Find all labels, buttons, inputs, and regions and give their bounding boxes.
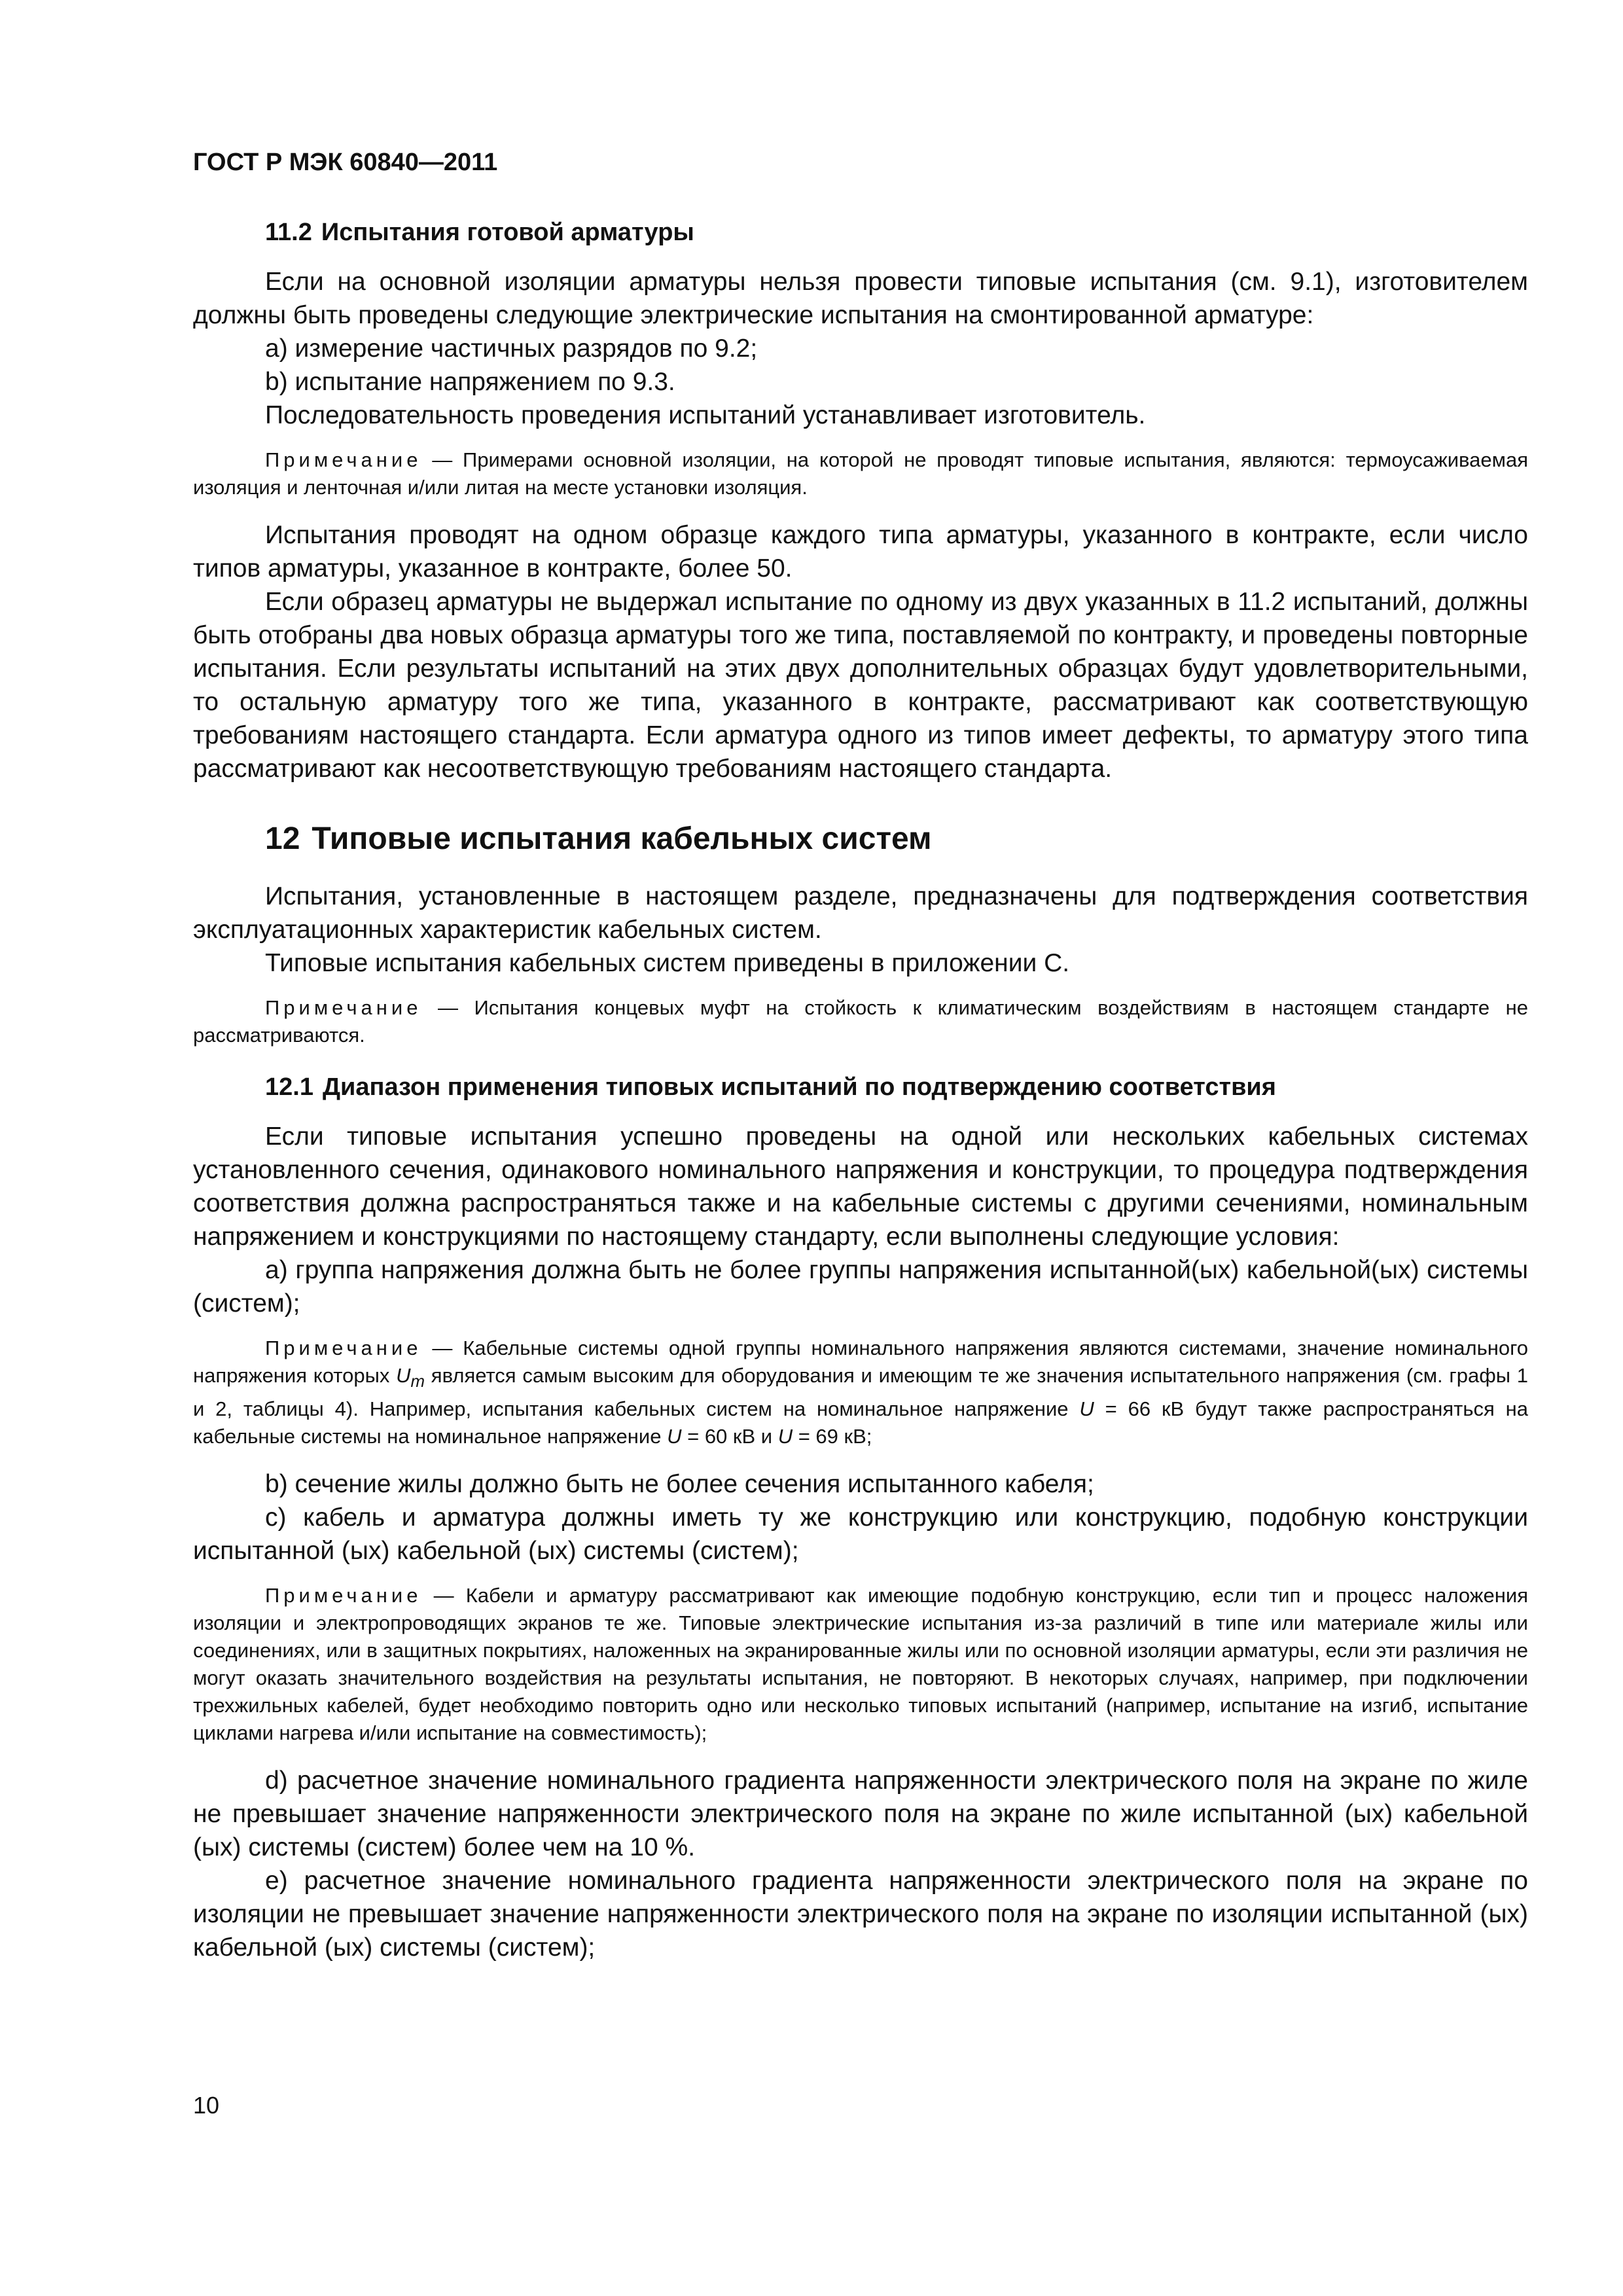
subsection-heading-12-1 <box>193 1071 1528 1103</box>
paragraph-11-2-intro: Если на основной изоляции арматуры нельзя провести типовые испытания (см. 9.1), изготовителем должны быть проведены следующие электрические испытания на смонтированной арматуре: <box>193 268 1528 329</box>
symbol-u: U <box>667 1425 682 1448</box>
list-item-b: b) сечение жилы должно быть не более сечения испытанного кабеля; <box>265 1470 1094 1499</box>
symbol-subscript-m: m <box>410 1372 425 1391</box>
list-item-a: a) измерение частичных разрядов по 9.2; <box>265 334 758 363</box>
paragraph-12-annex: Типовые испытания кабельных систем приведены в приложении С. <box>265 949 1070 977</box>
note-label: Примечание <box>265 1336 422 1359</box>
subsection-heading-11-2 <box>193 217 1528 248</box>
list-item-a: a) группа напряжения должна быть не более группы напряжения испытанной(ых) кабельной(ых) системы (систем); <box>193 1256 1528 1318</box>
paragraph-11-2-samples: Испытания проводят на одном образце каждого типа арматуры, указанного в контракте, если число типов арматуры, указанное в контракте, более 50. <box>193 521 1528 583</box>
list-item-b: b) испытание напряжением по 9.3. <box>265 368 675 396</box>
subsection-title: Диапазон применения типовых испытаний по подтверждению соответствия <box>322 1073 1276 1101</box>
section-title: Типовые испытания кабельных систем <box>312 821 932 856</box>
document-id-header: ГОСТ Р МЭК 60840—2011 <box>193 149 498 176</box>
note-label: Примечание <box>265 448 422 471</box>
list-item-c: c) кабель и арматура должны иметь ту же конструкцию или конструкцию, подобную конструкции испытанной (ых) кабельной (ых) системы (систем); <box>193 1503 1528 1566</box>
page-number: 10 <box>193 2092 220 2119</box>
paragraph-sequence: Последовательность проведения испытаний устанавливает изготовитель. <box>265 401 1146 429</box>
paragraph-11-2-retest: Если образец арматуры не выдержал испытание по одному из двух указанных в 11.2 испытаний, должны быть отобраны два новых образца арматуры того же типа, поставляемой по контракту, и проведены повторные испытания. Если результаты испытаний на этих двух дополнительных образцах будут удовлетворительными, то остальную арматуру того же типа, указанного в контракте, рассматривают как соответствующую требованиям настоящего стандарта. Если арматура одного из типов имеет дефекты, то арматуру этого типа рассматривают как несоответствующую требованиям настоящего стандарта. <box>193 588 1528 783</box>
note-text-part: = 60 кВ и <box>681 1425 778 1448</box>
paragraph-12-purpose: Испытания, установленные в настоящем разделе, предназначены для подтверждения соответствия эксплуатационных характеристик кабельных систем. <box>193 882 1528 944</box>
subsection-number: 11.2 <box>265 219 312 246</box>
note-12 <box>193 994 1528 1049</box>
note-text-part: — Кабельные системы одной группы номинального напряжения являются системами, значение номинального напряжения которых <box>193 1336 1528 1387</box>
note-text-part: = 69 кВ; <box>793 1425 872 1448</box>
paragraph-12-1-intro: Если типовые испытания успешно проведены на одной или нескольких кабельных системах установленного сечения, одинакового номинального напряжения и конструкции, то процедура подтверждения соответствия должна распространяться также и на кабельные системы с другими сечениями, номинальным напряжением и конструкциями по настоящему стандарту, если выполнены следующие условия: <box>193 1122 1528 1251</box>
note-12-1-construction <box>193 1582 1528 1747</box>
note-label: Примечание <box>265 996 422 1019</box>
note-label: Примечание <box>265 1584 422 1607</box>
subsection-number: 12.1 <box>265 1073 313 1101</box>
note-12-1-voltage <box>193 1335 1528 1450</box>
symbol-u: U <box>396 1364 411 1387</box>
note-text: — Примерами основной изоляции, на которой не проводят типовые испытания, являются: термоусаживаемая изоляция и ленточная и/или литая на месте установки изоляция. <box>193 448 1528 499</box>
list-item-d: d) расчетное значение номинального градиента напряженности электрического поля на экране по жиле не превышает значение напряженности электрического поля на экране по жиле испытанной (ых) кабельной (ых) системы (систем) более чем на 10 %. <box>193 1767 1528 1862</box>
note-text-part: = 66 кВ будут также распространяться на кабельные системы на номинальное напряжение <box>193 1397 1528 1448</box>
symbol-u: U <box>1079 1397 1094 1421</box>
list-item-e: e) расчетное значение номинального градиента напряженности электрического поля на экране по изоляции не превышает значение напряженности электрического поля на экране по изоляции испытанной (ых) кабельной (ых) системы (систем); <box>193 1867 1528 1962</box>
note-text: — Кабели и арматуру рассматривают как имеющие подобную конструкцию, если тип и процесс наложения изоляции и электропроводящих экранов те же. Типовые электрические испытания из-за различий в типе или материале жилы или соединениях, или в защитных покрытиях, наложенных на экранированные жилы или по основной изоляции арматуры, если эти различия не могут оказать значительного воздействия на результаты испытания, не повторяют. В некоторых случаях, например, при подключении трехжильных кабелей, будет необходимо повторить одно или несколько типовых испытаний (например, испытание на изгиб, испытание циклами нагрева и/или испытание на совместимость); <box>193 1584 1528 1745</box>
symbol-u: U <box>777 1425 793 1448</box>
subsection-title: Испытания готовой арматуры <box>321 219 694 246</box>
note-text-part: является самым высоким для оборудования и имеющим те же значения испытательного напряжения (см. графы 1 и 2, таблицы 4). Например, испытания кабельных систем на номинальное напряжение <box>193 1364 1528 1421</box>
note-text: — Испытания концевых муфт на стойкость к климатическим воздействиям в настоящем стандарте не рассматриваются. <box>193 996 1528 1047</box>
note-11-2 <box>193 446 1528 501</box>
section-heading-12 <box>193 819 1528 859</box>
section-number: 12 <box>265 821 300 856</box>
document-page <box>193 147 1528 1964</box>
